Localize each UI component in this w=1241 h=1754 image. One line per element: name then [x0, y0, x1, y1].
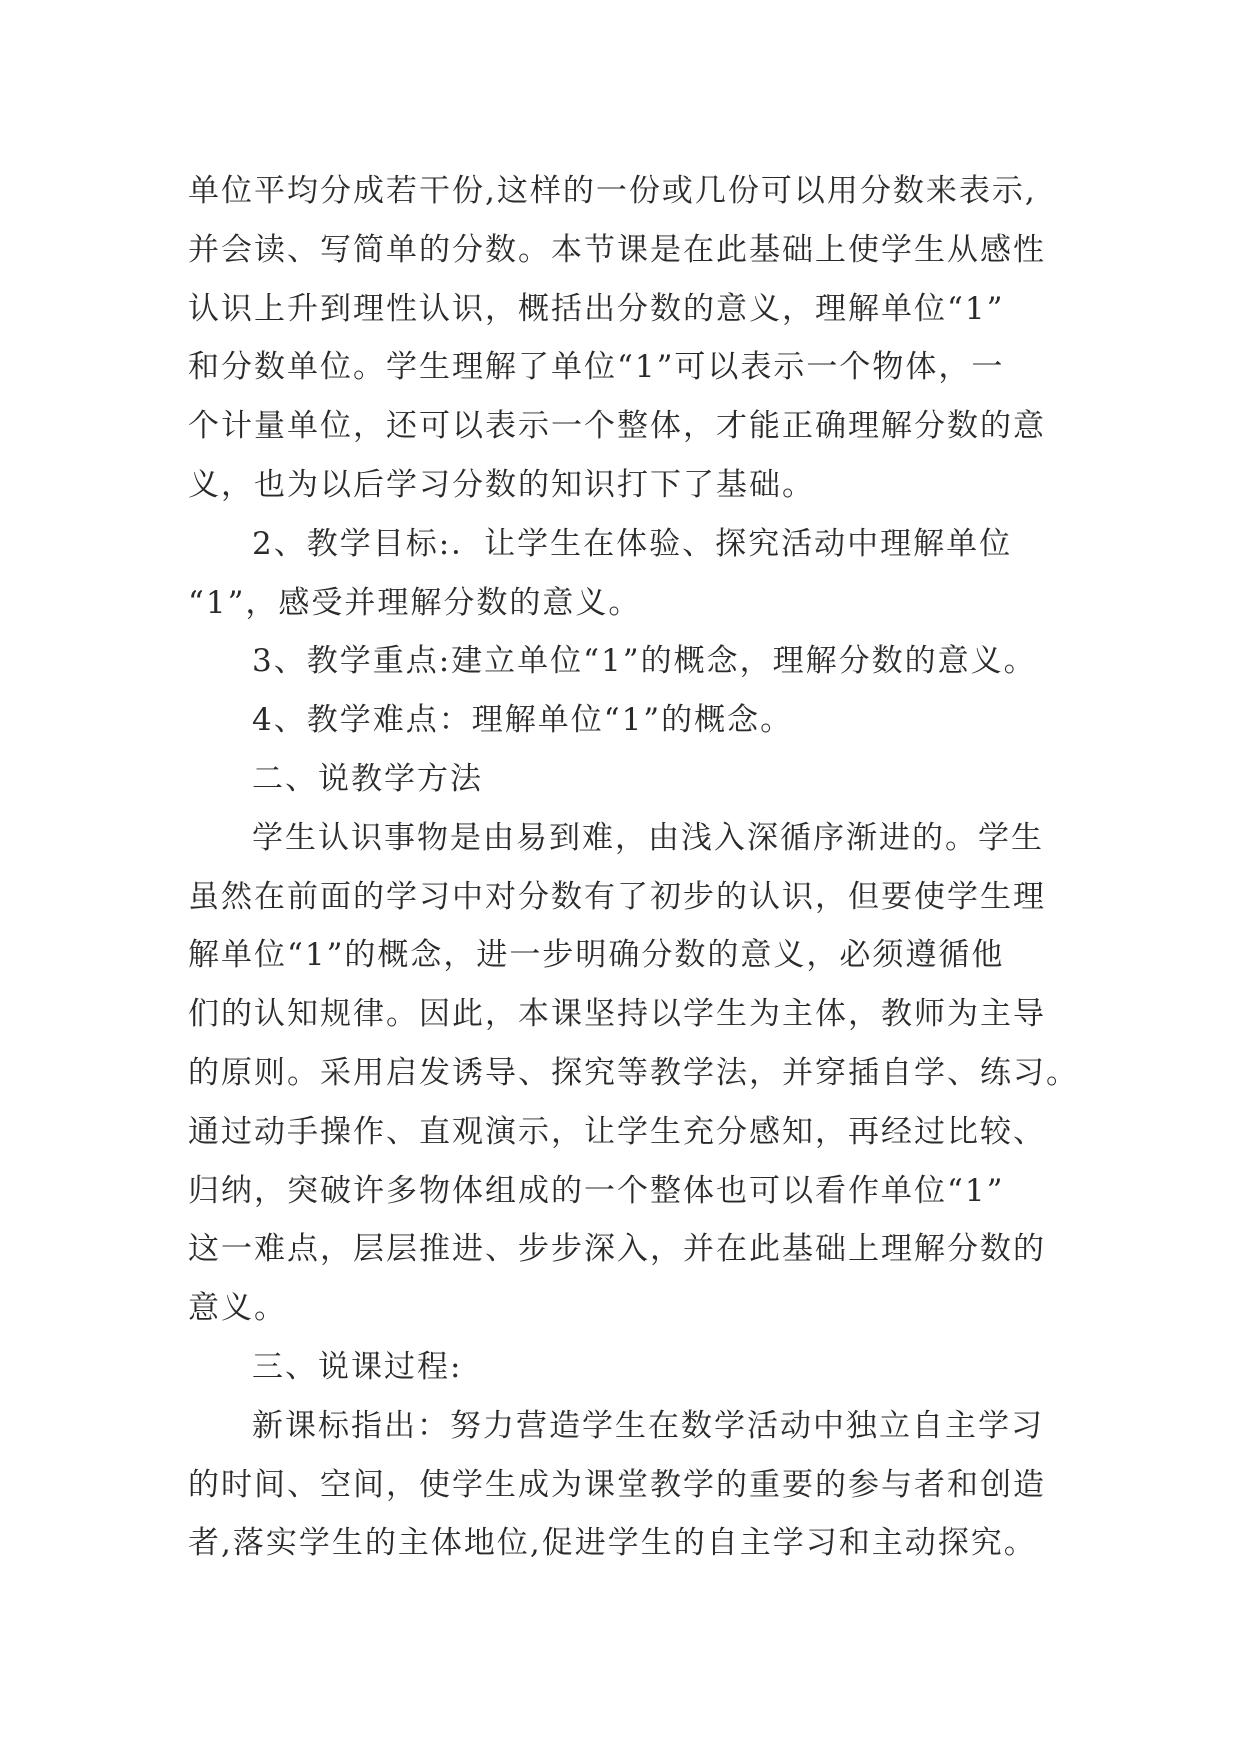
text-line: 单位平均分成若干份,这样的一份或几份可以用分数来表示, [188, 173, 1037, 209]
paragraph-start-line: 新课标指出：努力营造学生在数学活动中独立自主学习 [252, 1407, 1044, 1444]
text-line: 归纳，突破许多物体组成的一个整体也可以看作单位“1” [188, 1172, 1005, 1209]
text-line: 解单位“1”的概念，进一步明确分数的意义，必须遵循他 [188, 937, 1005, 974]
text-line: 的时间、空间，使学生成为课堂教学的重要的参与者和创造 [188, 1466, 1046, 1503]
text-line: 通过动手操作、直观演示，让学生充分感知，再经过比较、 [188, 1113, 1046, 1150]
text-line: 虽然在前面的学习中对分数有了初步的认识，但要使学生理 [188, 878, 1046, 915]
text-line: 们的认知规律。因此，本课坚持以学生为主体，教师为主导 [188, 996, 1046, 1033]
paragraph-start-line: 三、说课过程: [252, 1348, 463, 1385]
text-line: 意义。 [188, 1290, 287, 1327]
paragraph-start-line: 学生认识事物是由易到难，由浅入深循序渐进的。学生 [252, 819, 1044, 856]
text-line: 义，也为以后学习分数的知识打下了基础。 [188, 466, 815, 503]
paragraph-start-line: 2、教学目标:．让学生在体验、探究活动中理解单位 [252, 525, 1013, 562]
text-line: 者,落实学生的主体地位,促进学生的自主学习和主动探究。 [188, 1525, 1037, 1562]
text-line: “1”，感受并理解分数的意义。 [188, 584, 642, 621]
text-line: 个计量单位，还可以表示一个整体，才能正确理解分数的意 [188, 408, 1046, 445]
text-line: 的原则。采用启发诱导、探究等教学法，并穿插自学、练习。 [188, 1054, 1079, 1091]
text-line: 并会读、写简单的分数。本节课是在此基础上使学生从感性 [188, 231, 1046, 268]
text-line: 和分数单位。学生理解了单位“1”可以表示一个物体，一 [188, 349, 1005, 386]
paragraph-start-line: 4、教学难点：理解单位“1”的概念。 [252, 702, 794, 739]
text-line: 这一难点，层层推进、步步深入，并在此基础上理解分数的 [188, 1231, 1046, 1268]
text-line: 认识上升到理性认识，概括出分数的意义，理解单位“1” [188, 290, 1005, 327]
paragraph-start-line: 3、教学重点:建立单位“1”的概念，理解分数的意义。 [252, 643, 1037, 680]
paragraph-start-line: 二、说教学方法 [252, 760, 483, 797]
document-body [188, 162, 1088, 1573]
